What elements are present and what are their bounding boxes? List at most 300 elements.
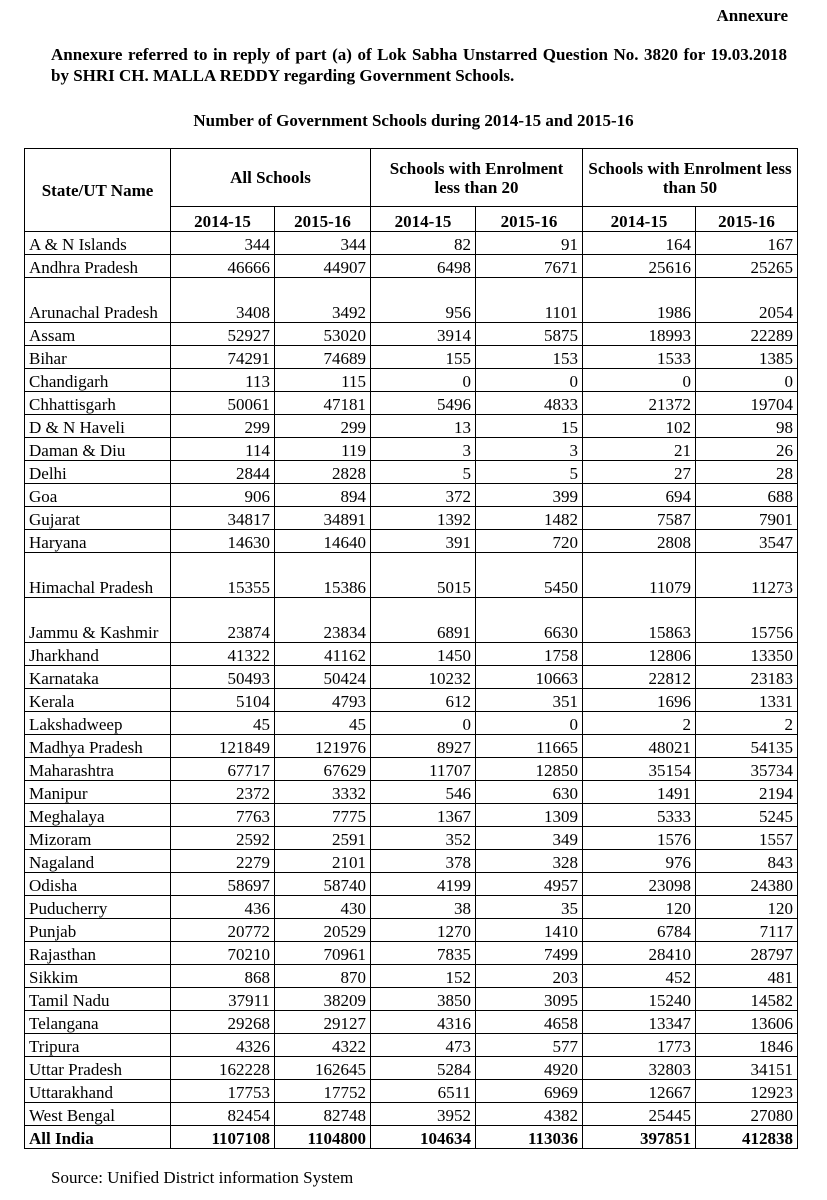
value-cell: 1101: [476, 278, 583, 323]
value-cell: 15: [476, 415, 583, 438]
value-cell: 50493: [171, 666, 275, 689]
value-cell: 46666: [171, 255, 275, 278]
table-row: [25, 461, 798, 484]
value-cell: 1450: [371, 643, 476, 666]
header-year: 2015-16: [275, 207, 371, 232]
value-cell: 4316: [371, 1011, 476, 1034]
table-row: [25, 919, 798, 942]
value-cell: 70210: [171, 942, 275, 965]
value-cell: 11665: [476, 735, 583, 758]
value-cell: 0: [476, 369, 583, 392]
value-cell: 5284: [371, 1057, 476, 1080]
value-cell: 74291: [171, 346, 275, 369]
value-cell: 3952: [371, 1103, 476, 1126]
table-row: [25, 873, 798, 896]
value-cell: 2591: [275, 827, 371, 850]
value-cell: 28797: [696, 942, 798, 965]
value-cell: 15240: [583, 988, 696, 1011]
value-cell: 28410: [583, 942, 696, 965]
table-row: [25, 438, 798, 461]
state-name-cell: Chandigarh: [25, 369, 171, 392]
schools-table: [24, 148, 798, 1149]
state-name-cell: Uttarakhand: [25, 1080, 171, 1103]
value-cell: 24380: [696, 873, 798, 896]
value-cell: 74689: [275, 346, 371, 369]
value-cell: 119: [275, 438, 371, 461]
value-cell: 26: [696, 438, 798, 461]
value-cell: 14640: [275, 530, 371, 553]
value-cell: 3332: [275, 781, 371, 804]
header-state: State/UT Name: [25, 149, 171, 232]
header-enrolment-lt50: Schools with Enrolment less than 50: [583, 149, 798, 207]
value-cell: 6969: [476, 1080, 583, 1103]
value-cell: 344: [171, 232, 275, 255]
value-cell: 7901: [696, 507, 798, 530]
state-name-cell: A & N Islands: [25, 232, 171, 255]
value-cell: 121976: [275, 735, 371, 758]
value-cell: 5: [371, 461, 476, 484]
state-name-cell: Meghalaya: [25, 804, 171, 827]
value-cell: 13: [371, 415, 476, 438]
table-row: [25, 827, 798, 850]
value-cell: 10232: [371, 666, 476, 689]
value-cell: 2101: [275, 850, 371, 873]
source-note: Source: Unified District information System: [51, 1168, 354, 1187]
table-row: [25, 1057, 798, 1080]
value-cell: 4199: [371, 873, 476, 896]
state-name-cell: Bihar: [25, 346, 171, 369]
value-cell: 546: [371, 781, 476, 804]
value-cell: 120: [583, 896, 696, 919]
value-cell: 22812: [583, 666, 696, 689]
state-name-cell: Chhattisgarh: [25, 392, 171, 415]
value-cell: 23874: [171, 598, 275, 643]
value-cell: 22289: [696, 323, 798, 346]
state-name-cell: Sikkim: [25, 965, 171, 988]
table-row: [25, 415, 798, 438]
state-name-cell: Goa: [25, 484, 171, 507]
value-cell: 82748: [275, 1103, 371, 1126]
table-row: [25, 255, 798, 278]
value-cell: 53020: [275, 323, 371, 346]
value-cell: 58697: [171, 873, 275, 896]
table-row: [25, 735, 798, 758]
value-cell: 11079: [583, 553, 696, 598]
state-name-cell: Manipur: [25, 781, 171, 804]
value-cell: 399: [476, 484, 583, 507]
value-cell: 162645: [275, 1057, 371, 1080]
value-cell: 11273: [696, 553, 798, 598]
value-cell: 25445: [583, 1103, 696, 1126]
header-year: 2014-15: [371, 207, 476, 232]
value-cell: 54135: [696, 735, 798, 758]
value-cell: 13347: [583, 1011, 696, 1034]
value-cell: 47181: [275, 392, 371, 415]
value-cell: 906: [171, 484, 275, 507]
table-row: [25, 643, 798, 666]
value-cell: 58740: [275, 873, 371, 896]
value-cell: 38209: [275, 988, 371, 1011]
value-cell: 29268: [171, 1011, 275, 1034]
value-cell: 35154: [583, 758, 696, 781]
table-row: [25, 896, 798, 919]
value-cell: 5: [476, 461, 583, 484]
value-cell: 1986: [583, 278, 696, 323]
state-name-cell: Jharkhand: [25, 643, 171, 666]
value-cell: 452: [583, 965, 696, 988]
value-cell: 976: [583, 850, 696, 873]
state-name-cell: Gujarat: [25, 507, 171, 530]
total-row: [25, 1126, 798, 1149]
table-row: [25, 346, 798, 369]
value-cell: 1576: [583, 827, 696, 850]
value-cell: 6784: [583, 919, 696, 942]
table-row: [25, 278, 798, 323]
value-cell: 1696: [583, 689, 696, 712]
value-cell: 0: [371, 369, 476, 392]
value-cell: 349: [476, 827, 583, 850]
value-cell: 481: [696, 965, 798, 988]
value-cell: 5245: [696, 804, 798, 827]
value-cell: 378: [371, 850, 476, 873]
value-cell: 23098: [583, 873, 696, 896]
header-year: 2015-16: [696, 207, 798, 232]
state-name-cell: Uttar Pradesh: [25, 1057, 171, 1080]
value-cell: 1846: [696, 1034, 798, 1057]
value-cell: 2592: [171, 827, 275, 850]
value-cell: 2844: [171, 461, 275, 484]
table-row: [25, 1011, 798, 1034]
value-cell: 34817: [171, 507, 275, 530]
value-cell: 4658: [476, 1011, 583, 1034]
value-cell: 1491: [583, 781, 696, 804]
value-cell: 12667: [583, 1080, 696, 1103]
table-row: [25, 758, 798, 781]
value-cell: 203: [476, 965, 583, 988]
value-cell: 956: [371, 278, 476, 323]
intro-paragraph: Annexure referred to in reply of part (a) of Lok Sabha Unstarred Question No. 3820 for 19.03.2018 by SHRI CH. MALLA REDDY regarding Government Schools.: [51, 45, 787, 85]
value-cell: 4322: [275, 1034, 371, 1057]
header-all-schools: All Schools: [171, 149, 371, 207]
value-cell: 577: [476, 1034, 583, 1057]
value-cell: 114: [171, 438, 275, 461]
total-cell: 412838: [696, 1126, 798, 1149]
table-row: [25, 484, 798, 507]
value-cell: 121849: [171, 735, 275, 758]
value-cell: 20772: [171, 919, 275, 942]
value-cell: 0: [583, 369, 696, 392]
value-cell: 67629: [275, 758, 371, 781]
value-cell: 5015: [371, 553, 476, 598]
value-cell: 5104: [171, 689, 275, 712]
value-cell: 1773: [583, 1034, 696, 1057]
value-cell: 1270: [371, 919, 476, 942]
value-cell: 2: [696, 712, 798, 735]
table-row: [25, 850, 798, 873]
value-cell: 4833: [476, 392, 583, 415]
state-name-cell: West Bengal: [25, 1103, 171, 1126]
value-cell: 18993: [583, 323, 696, 346]
value-cell: 0: [696, 369, 798, 392]
value-cell: 3914: [371, 323, 476, 346]
value-cell: 299: [275, 415, 371, 438]
value-cell: 21: [583, 438, 696, 461]
value-cell: 13606: [696, 1011, 798, 1034]
value-cell: 27: [583, 461, 696, 484]
value-cell: 35734: [696, 758, 798, 781]
value-cell: 4793: [275, 689, 371, 712]
table-row: [25, 712, 798, 735]
value-cell: 25265: [696, 255, 798, 278]
value-cell: 82454: [171, 1103, 275, 1126]
value-cell: 15756: [696, 598, 798, 643]
value-cell: 4957: [476, 873, 583, 896]
total-cell: 1104800: [275, 1126, 371, 1149]
table-row: [25, 1103, 798, 1126]
value-cell: 50424: [275, 666, 371, 689]
value-cell: 7671: [476, 255, 583, 278]
value-cell: 7499: [476, 942, 583, 965]
value-cell: 430: [275, 896, 371, 919]
value-cell: 12850: [476, 758, 583, 781]
value-cell: 351: [476, 689, 583, 712]
value-cell: 15863: [583, 598, 696, 643]
value-cell: 152: [371, 965, 476, 988]
value-cell: 3850: [371, 988, 476, 1011]
state-name-cell: Tripura: [25, 1034, 171, 1057]
value-cell: 82: [371, 232, 476, 255]
state-name-cell: Haryana: [25, 530, 171, 553]
value-cell: 155: [371, 346, 476, 369]
table-row: [25, 965, 798, 988]
table-row: [25, 232, 798, 255]
value-cell: 12923: [696, 1080, 798, 1103]
value-cell: 20529: [275, 919, 371, 942]
value-cell: 2194: [696, 781, 798, 804]
value-cell: 688: [696, 484, 798, 507]
value-cell: 10663: [476, 666, 583, 689]
table-row: [25, 1034, 798, 1057]
state-name-cell: Jammu & Kashmir: [25, 598, 171, 643]
value-cell: 843: [696, 850, 798, 873]
table-row: [25, 530, 798, 553]
value-cell: 372: [371, 484, 476, 507]
value-cell: 27080: [696, 1103, 798, 1126]
value-cell: 1482: [476, 507, 583, 530]
value-cell: 162228: [171, 1057, 275, 1080]
value-cell: 328: [476, 850, 583, 873]
value-cell: 50061: [171, 392, 275, 415]
value-cell: 14582: [696, 988, 798, 1011]
total-cell: 104634: [371, 1126, 476, 1149]
value-cell: 2828: [275, 461, 371, 484]
table-row: [25, 323, 798, 346]
value-cell: 98: [696, 415, 798, 438]
table-row: [25, 942, 798, 965]
value-cell: 11707: [371, 758, 476, 781]
value-cell: 70961: [275, 942, 371, 965]
value-cell: 870: [275, 965, 371, 988]
table-row: [25, 988, 798, 1011]
value-cell: 344: [275, 232, 371, 255]
value-cell: 391: [371, 530, 476, 553]
table-row: [25, 507, 798, 530]
value-cell: 52927: [171, 323, 275, 346]
total-cell: 113036: [476, 1126, 583, 1149]
value-cell: 1557: [696, 827, 798, 850]
value-cell: 7835: [371, 942, 476, 965]
value-cell: 2808: [583, 530, 696, 553]
header-enrolment-lt20: Schools with Enrolment less than 20: [371, 149, 583, 207]
state-name-cell: Madhya Pradesh: [25, 735, 171, 758]
state-name-cell: Rajasthan: [25, 942, 171, 965]
state-name-cell: Assam: [25, 323, 171, 346]
value-cell: 1309: [476, 804, 583, 827]
table-row: [25, 689, 798, 712]
state-name-cell: Karnataka: [25, 666, 171, 689]
value-cell: 3095: [476, 988, 583, 1011]
value-cell: 35: [476, 896, 583, 919]
state-name-cell: Maharashtra: [25, 758, 171, 781]
value-cell: 630: [476, 781, 583, 804]
state-name-cell: Delhi: [25, 461, 171, 484]
value-cell: 32803: [583, 1057, 696, 1080]
state-name-cell: Himachal Pradesh: [25, 553, 171, 598]
value-cell: 37911: [171, 988, 275, 1011]
table-row: [25, 598, 798, 643]
value-cell: 5875: [476, 323, 583, 346]
value-cell: 1533: [583, 346, 696, 369]
value-cell: 3408: [171, 278, 275, 323]
value-cell: 3492: [275, 278, 371, 323]
value-cell: 2279: [171, 850, 275, 873]
value-cell: 868: [171, 965, 275, 988]
value-cell: 45: [171, 712, 275, 735]
value-cell: 34891: [275, 507, 371, 530]
table-title: Number of Government Schools during 2014-15 and 2015-16: [193, 111, 634, 130]
state-name-cell: Telangana: [25, 1011, 171, 1034]
state-name-cell: Punjab: [25, 919, 171, 942]
value-cell: 5450: [476, 553, 583, 598]
value-cell: 17752: [275, 1080, 371, 1103]
state-name-cell: Puducherry: [25, 896, 171, 919]
value-cell: 1758: [476, 643, 583, 666]
table-row: [25, 392, 798, 415]
header-year: 2015-16: [476, 207, 583, 232]
value-cell: 352: [371, 827, 476, 850]
value-cell: 473: [371, 1034, 476, 1057]
value-cell: 25616: [583, 255, 696, 278]
value-cell: 29127: [275, 1011, 371, 1034]
value-cell: 23183: [696, 666, 798, 689]
value-cell: 13350: [696, 643, 798, 666]
state-name-cell: D & N Haveli: [25, 415, 171, 438]
state-name-cell: Andhra Pradesh: [25, 255, 171, 278]
value-cell: 41162: [275, 643, 371, 666]
value-cell: 0: [371, 712, 476, 735]
table-body: [25, 232, 798, 1149]
state-name-cell: Tamil Nadu: [25, 988, 171, 1011]
value-cell: 7587: [583, 507, 696, 530]
value-cell: 1331: [696, 689, 798, 712]
value-cell: 67717: [171, 758, 275, 781]
value-cell: 612: [371, 689, 476, 712]
value-cell: 1410: [476, 919, 583, 942]
value-cell: 44907: [275, 255, 371, 278]
value-cell: 720: [476, 530, 583, 553]
value-cell: 2372: [171, 781, 275, 804]
value-cell: 15386: [275, 553, 371, 598]
value-cell: 1385: [696, 346, 798, 369]
value-cell: 23834: [275, 598, 371, 643]
value-cell: 6891: [371, 598, 476, 643]
total-cell: 1107108: [171, 1126, 275, 1149]
value-cell: 28: [696, 461, 798, 484]
value-cell: 115: [275, 369, 371, 392]
table-row: [25, 804, 798, 827]
value-cell: 4326: [171, 1034, 275, 1057]
value-cell: 34151: [696, 1057, 798, 1080]
value-cell: 1392: [371, 507, 476, 530]
value-cell: 7775: [275, 804, 371, 827]
value-cell: 436: [171, 896, 275, 919]
value-cell: 41322: [171, 643, 275, 666]
value-cell: 17753: [171, 1080, 275, 1103]
value-cell: 894: [275, 484, 371, 507]
value-cell: 113: [171, 369, 275, 392]
value-cell: 21372: [583, 392, 696, 415]
value-cell: 153: [476, 346, 583, 369]
value-cell: 6498: [371, 255, 476, 278]
value-cell: 14630: [171, 530, 275, 553]
value-cell: 12806: [583, 643, 696, 666]
total-cell: 397851: [583, 1126, 696, 1149]
table-row: [25, 369, 798, 392]
total-label: All India: [25, 1126, 171, 1149]
value-cell: 6511: [371, 1080, 476, 1103]
table-row: [25, 666, 798, 689]
table-row: [25, 1080, 798, 1103]
value-cell: 164: [583, 232, 696, 255]
value-cell: 91: [476, 232, 583, 255]
state-name-cell: Odisha: [25, 873, 171, 896]
header-year: 2014-15: [171, 207, 275, 232]
state-name-cell: Lakshadweep: [25, 712, 171, 735]
table-row: [25, 553, 798, 598]
value-cell: 3: [476, 438, 583, 461]
value-cell: 3: [371, 438, 476, 461]
value-cell: 45: [275, 712, 371, 735]
value-cell: 5333: [583, 804, 696, 827]
state-name-cell: Kerala: [25, 689, 171, 712]
annexure-label: Annexure: [716, 6, 788, 25]
state-name-cell: Nagaland: [25, 850, 171, 873]
value-cell: 38: [371, 896, 476, 919]
value-cell: 4920: [476, 1057, 583, 1080]
value-cell: 0: [476, 712, 583, 735]
state-name-cell: Daman & Diu: [25, 438, 171, 461]
state-name-cell: Arunachal Pradesh: [25, 278, 171, 323]
value-cell: 19704: [696, 392, 798, 415]
value-cell: 694: [583, 484, 696, 507]
value-cell: 3547: [696, 530, 798, 553]
value-cell: 2054: [696, 278, 798, 323]
value-cell: 299: [171, 415, 275, 438]
state-name-cell: Mizoram: [25, 827, 171, 850]
value-cell: 2: [583, 712, 696, 735]
table-row: [25, 781, 798, 804]
value-cell: 7763: [171, 804, 275, 827]
